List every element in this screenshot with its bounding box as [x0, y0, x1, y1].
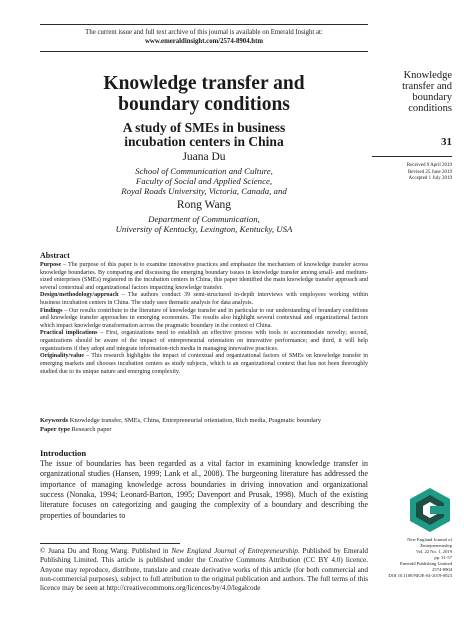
affil-2-line-1: Department of Communication, — [148, 214, 260, 224]
subtitle-line-2: incubation centers in China — [124, 134, 284, 150]
keywords-block — [40, 416, 368, 434]
header-top-rule — [40, 24, 368, 25]
journal-notice — [40, 28, 368, 46]
revised-date: Revised 25 June 2019 — [407, 169, 452, 175]
author-2-affiliation — [40, 214, 368, 234]
keywords: Keywords Knowledge transfer, SMEs, China, Entrepreneurial orientation, Rich media, Pragmatic boundary — [40, 417, 322, 424]
footnote-rule — [40, 543, 180, 544]
introduction-heading: Introduction — [40, 448, 87, 458]
copyright-footnote: © Juana Du and Rong Wang. Published in New England Journal of Entrepreneurship. Published by Emerald Publishing Limited. This article is published under the Creative Commons Attribution (CC BY 4.0) licence. Anyone may reproduce, distribute, translate and create derivative works of this article (for both commercial and non-commercial purposes), subject to full attribution to the original publication and authors. The full terms of this licence may be seen at http://creativecommons.org/licences/by/4.0/legalcode — [40, 547, 368, 593]
article-title — [40, 74, 368, 115]
accepted-date: Accepted 1 July 2019 — [408, 176, 452, 181]
journal-issn: 2574-8904 — [432, 566, 452, 572]
introduction-body: The issue of boundaries has been regarded as a vital factor in examining knowledge transfer in organizational studies (Hansen, 1999; Lank et al., 2008). The burgeoning literature has addressed the importance of managing knowledge across boundaries in driving innovation and organizational success (Nonaka, 1994; Leonard-Barton, 1995; Davenport and Prusak, 1998). Much of the existing literature focuses on categorizing and gauging the complexity of a boundary and describing the properties of boundaries to — [40, 459, 368, 520]
journal-volume: Vol. 22 No. 1, 2019 — [415, 548, 452, 554]
affil-1-line-3: Royal Roads University, Victoria, Canada, and — [121, 186, 287, 197]
submission-dates — [362, 163, 452, 183]
abstract-heading: Abstract — [40, 251, 70, 260]
page-number: 31 — [441, 136, 452, 148]
journal-publisher: Emerald Publishing Limited — [399, 560, 452, 566]
open-access-logo-icon — [408, 487, 452, 533]
title-line-1: Knowledge transfer and — [103, 73, 305, 94]
abstract-findings: Findings – Our results contribute to the literature of knowledge transfer and in particular to our understanding of boundary conditions and knowledge transfer approaches in emerging economies. The results also highlight several contextual and organizational factors which impact knowledge transformation across the pragmatic boundary in the context of China. — [40, 307, 368, 329]
abstract-body — [40, 262, 368, 376]
abstract-practical: Practical implications – First, organizations need to establish an effective process with tools to accommodate novelty; second, organizations should be aware of the impact of entrepreneurial orientation on innovative performance; and third, it will help organizations if they adopt and integrate information-rich media in managing innovative practices. — [40, 330, 369, 352]
journal-doi[interactable]: DOI 10.1108/NEJE-04-2019-0023 — [388, 572, 452, 578]
article-subtitle — [40, 121, 368, 149]
journal-name-1: New England Journal of — [407, 537, 452, 542]
journal-info — [362, 537, 452, 579]
running-head-line-2: transfer and — [402, 80, 452, 92]
abstract-originality: Originality/value – This research highlights the impact of contextual and organizational factors of SMEs on knowledge transfer in emerging markets and chooses incubation centers as study subjects, which is an organizational context that has not been thoroughly studied due to its unique nature and emerging complexity. — [40, 353, 368, 375]
author-1-affiliation — [40, 166, 368, 197]
affil-2-line-2: University of Kentucky, Lexington, Kentucky, USA — [115, 224, 293, 235]
abstract-design: Design/methodology/approach – The authors conduct 39 semi-structured in-depth interviews with employees working within business incubation centers in China. The study uses thematic analysis for data analysis. — [40, 292, 368, 307]
paper-type: Paper type Research paper — [40, 426, 112, 434]
running-head-line-3: boundary — [412, 91, 452, 103]
affil-1-line-1: School of Communication and Culture, — [135, 166, 273, 176]
subtitle-line-1: A study of SMEs in business — [122, 120, 286, 135]
running-head-rule — [372, 156, 452, 157]
journal-pages: pp. 31-57 — [434, 554, 452, 560]
author-2: Rong Wang — [176, 199, 232, 211]
notice-url[interactable]: www.emeraldinsight.com/2574-8904.htm — [145, 38, 263, 46]
abstract-purpose: Purpose – The purpose of this paper is to examine innovative practices and emphasize the mechanism of knowledge transfer across knowledge boundaries. By comparing and discussing the emerging boundary issues in knowledge transfer among small- and medium-sized enterprises (SMEs) registered in the incubation centers in China, this paper identified the main knowledge transfer approach and several contextual and organizational factors impacting knowledge transfer. — [40, 262, 368, 291]
journal-name-2: Entrepreneurship — [420, 542, 452, 548]
header-bottom-rule — [40, 51, 368, 52]
running-head — [374, 71, 452, 115]
author-1: Juana Du — [182, 151, 226, 163]
notice-text: The current issue and full text archive of this journal is available on Emerald Insight at: — [85, 29, 323, 36]
running-head-line-1: Knowledge — [403, 70, 452, 81]
received-date: Received 9 April 2019 — [406, 163, 452, 168]
running-head-line-4: conditions — [408, 102, 452, 114]
affil-1-line-2: Faculty of Social and Applied Science, — [135, 176, 273, 187]
title-line-2: boundary conditions — [118, 93, 290, 115]
